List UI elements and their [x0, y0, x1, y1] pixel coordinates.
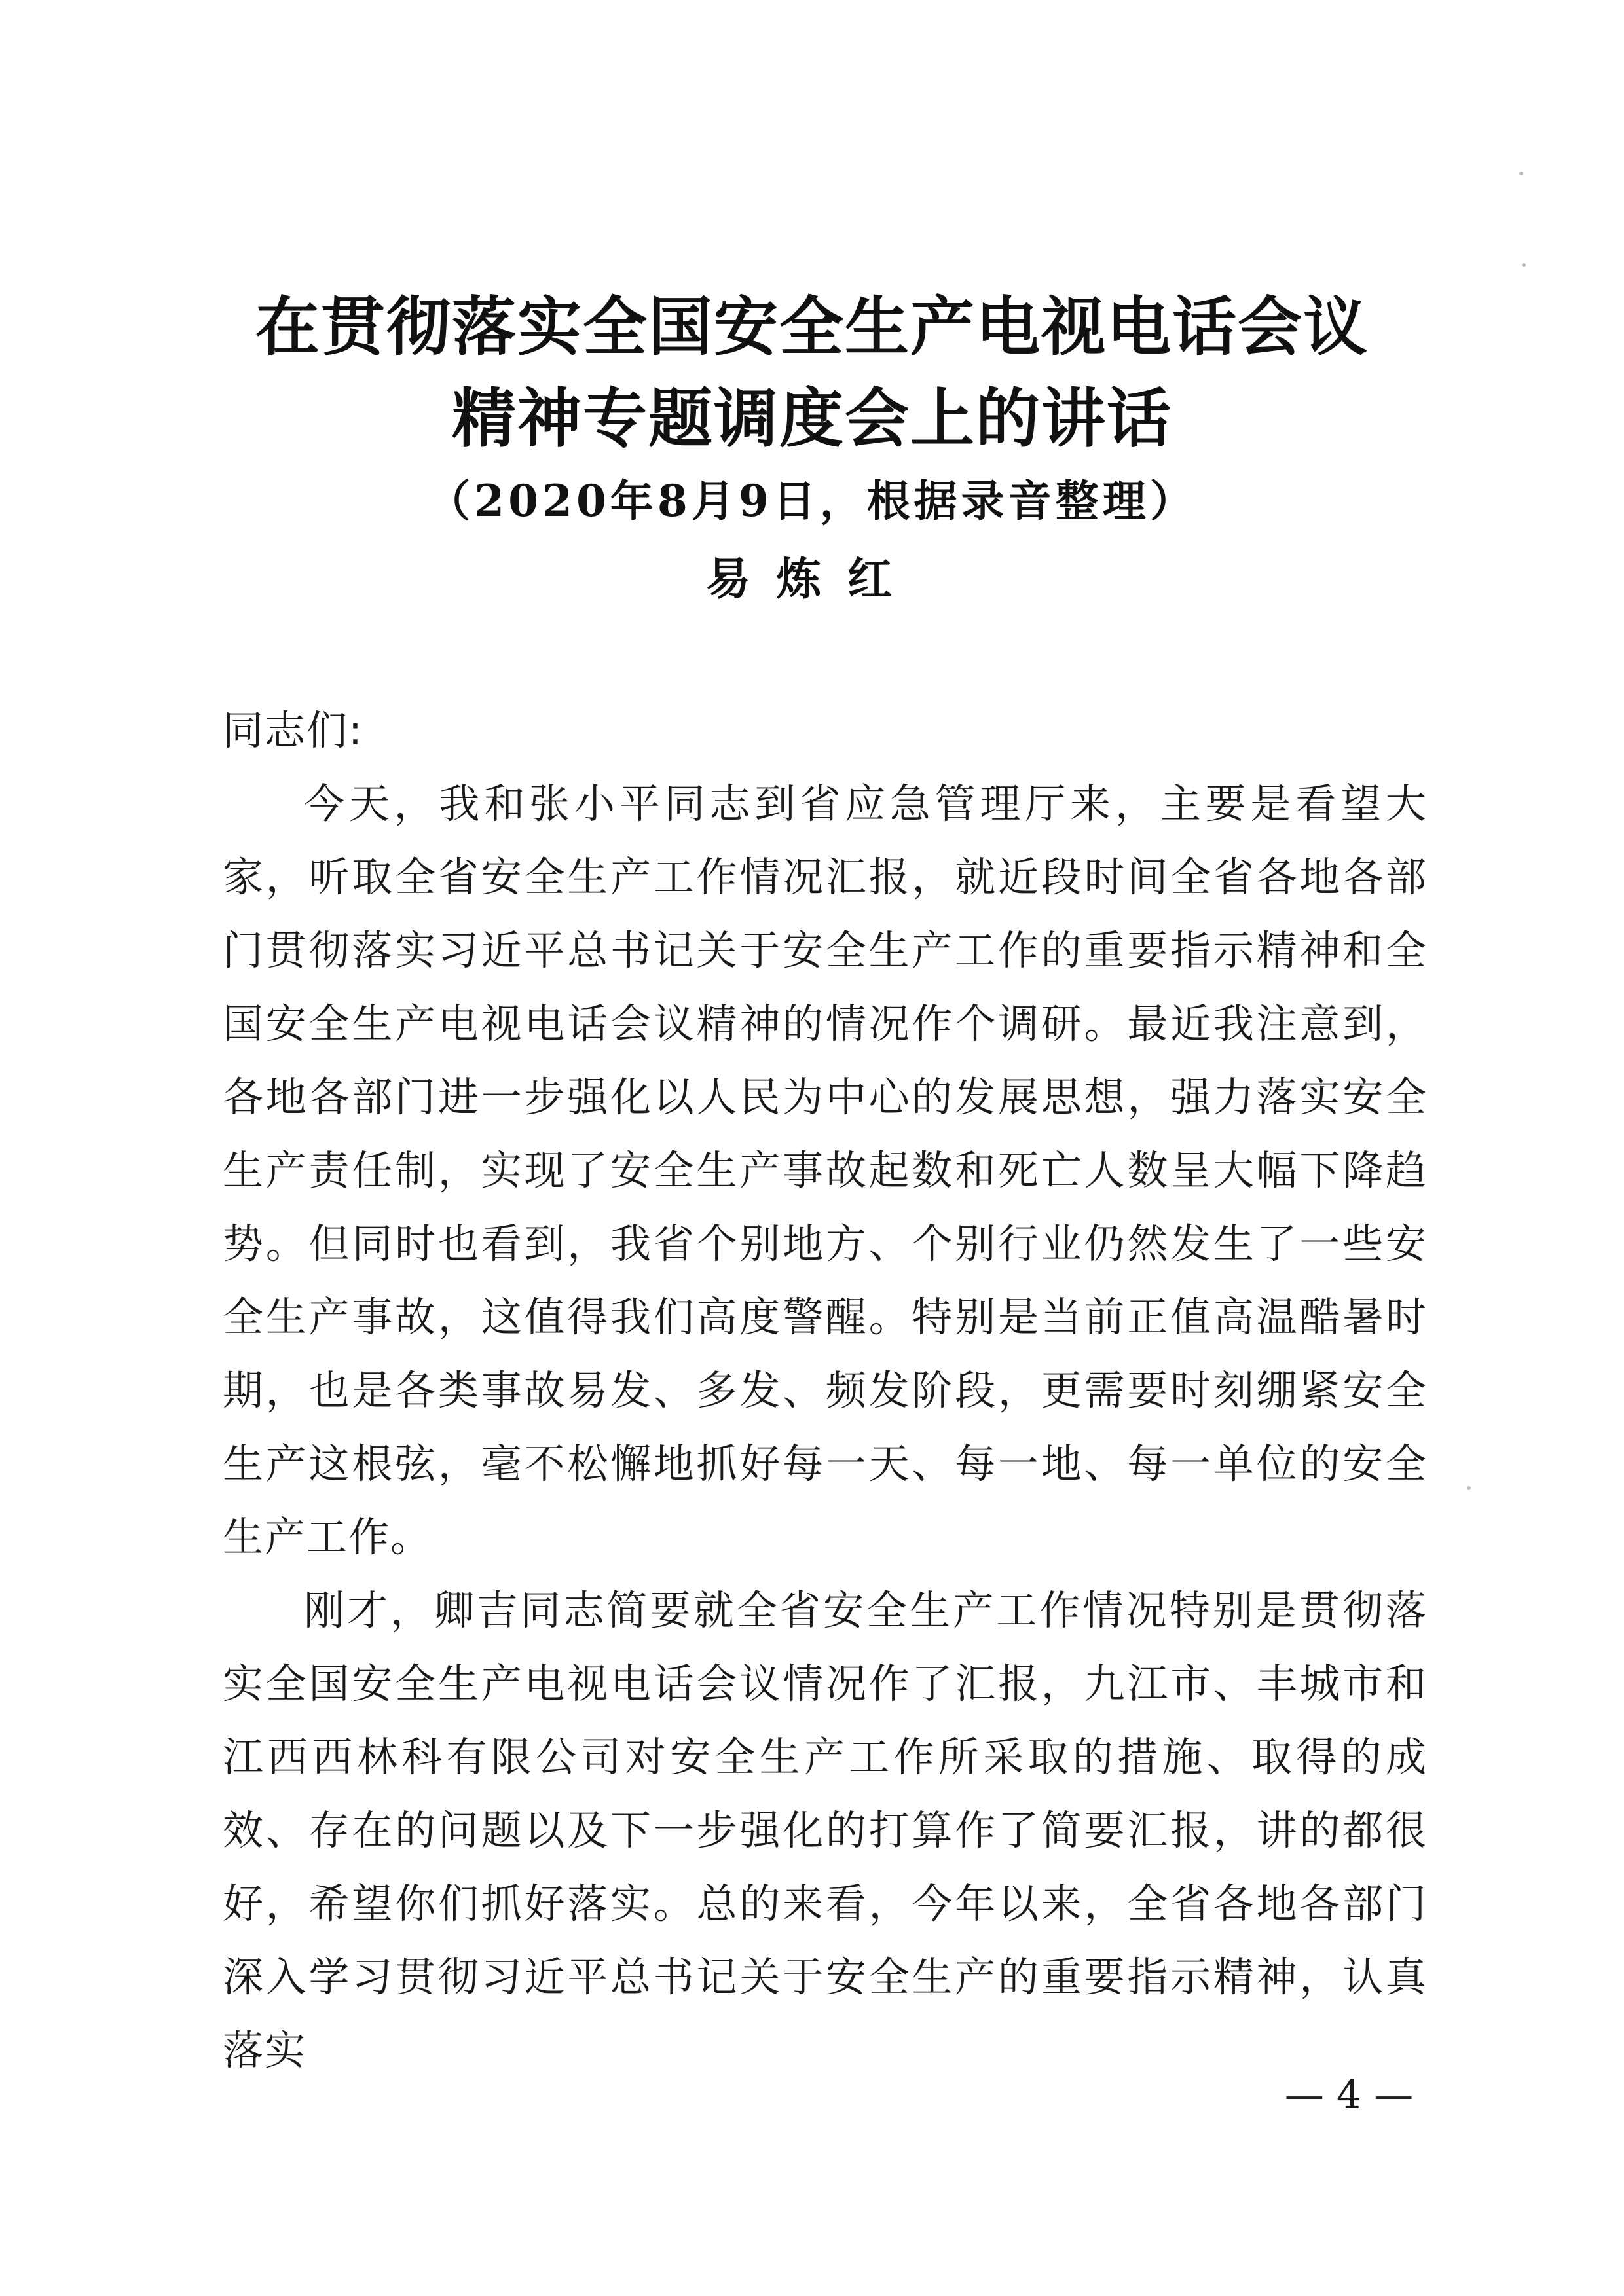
- document-title-line-2: 精神专题调度会上的讲话: [451, 381, 1172, 456]
- document-subtitle: （2020年8月9日，根据录音整理）: [427, 475, 1197, 526]
- page-number: — 4 —: [1284, 2072, 1414, 2118]
- scan-speck-mark: [1519, 172, 1523, 175]
- scan-speck-mark: [1467, 1486, 1471, 1490]
- author-name: 易炼红: [705, 553, 918, 606]
- body-paragraph-2-text: 刚才，卿吉同志简要就全省安全生产工作情况特别是贯彻落实全国安全生产电视电话会议情况作了汇报，九江市、丰城市和江西西林科有限公司对安全生产工作所采取的措施、取得的成效、存在的问题以及下一步强化的打算作了简要汇报，讲的都很好，希望你们抓好落实。总的来看，今年以来，全省各地各部门深入学习贯彻习近平总书记关于安全生产的重要指示精神，认真落实: [223, 1586, 1428, 2074]
- scan-speck-mark: [1522, 263, 1526, 267]
- body-paragraph-1: [223, 767, 1428, 1574]
- document-title-line-1: 在贯彻落实全国安全生产电视电话会议: [255, 289, 1369, 365]
- salutation: 同志们:: [223, 706, 363, 754]
- body-paragraph-1-text: 今天，我和张小平同志到省应急管理厅来，主要是看望大家，听取全省安全生产工作情况汇报，就近段时间全省各地各部门贯彻落实习近平总书记关于安全生产工作的重要指示精神和全国安全生产电视电话会议精神的情况作个调研。最近我注意到，各地各部门进一步强化以人民为中心的发展思想，强力落实安全生产责任制，实现了安全生产事故起数和死亡人数呈大幅下降趋势。但同时也看到，我省个别地方、个别行业仍然发生了一些安全生产事故，这值得我们高度警醒。特别是当前正值高温酷暑时期，也是各类事故易发、多发、频发阶段，更需要时刻绷紧安全生产这根弦，毫不松懈地抓好每一天、每一地、每一单位的安全生产工作。: [223, 780, 1428, 1561]
- body-paragraph-2: [223, 1574, 1428, 2087]
